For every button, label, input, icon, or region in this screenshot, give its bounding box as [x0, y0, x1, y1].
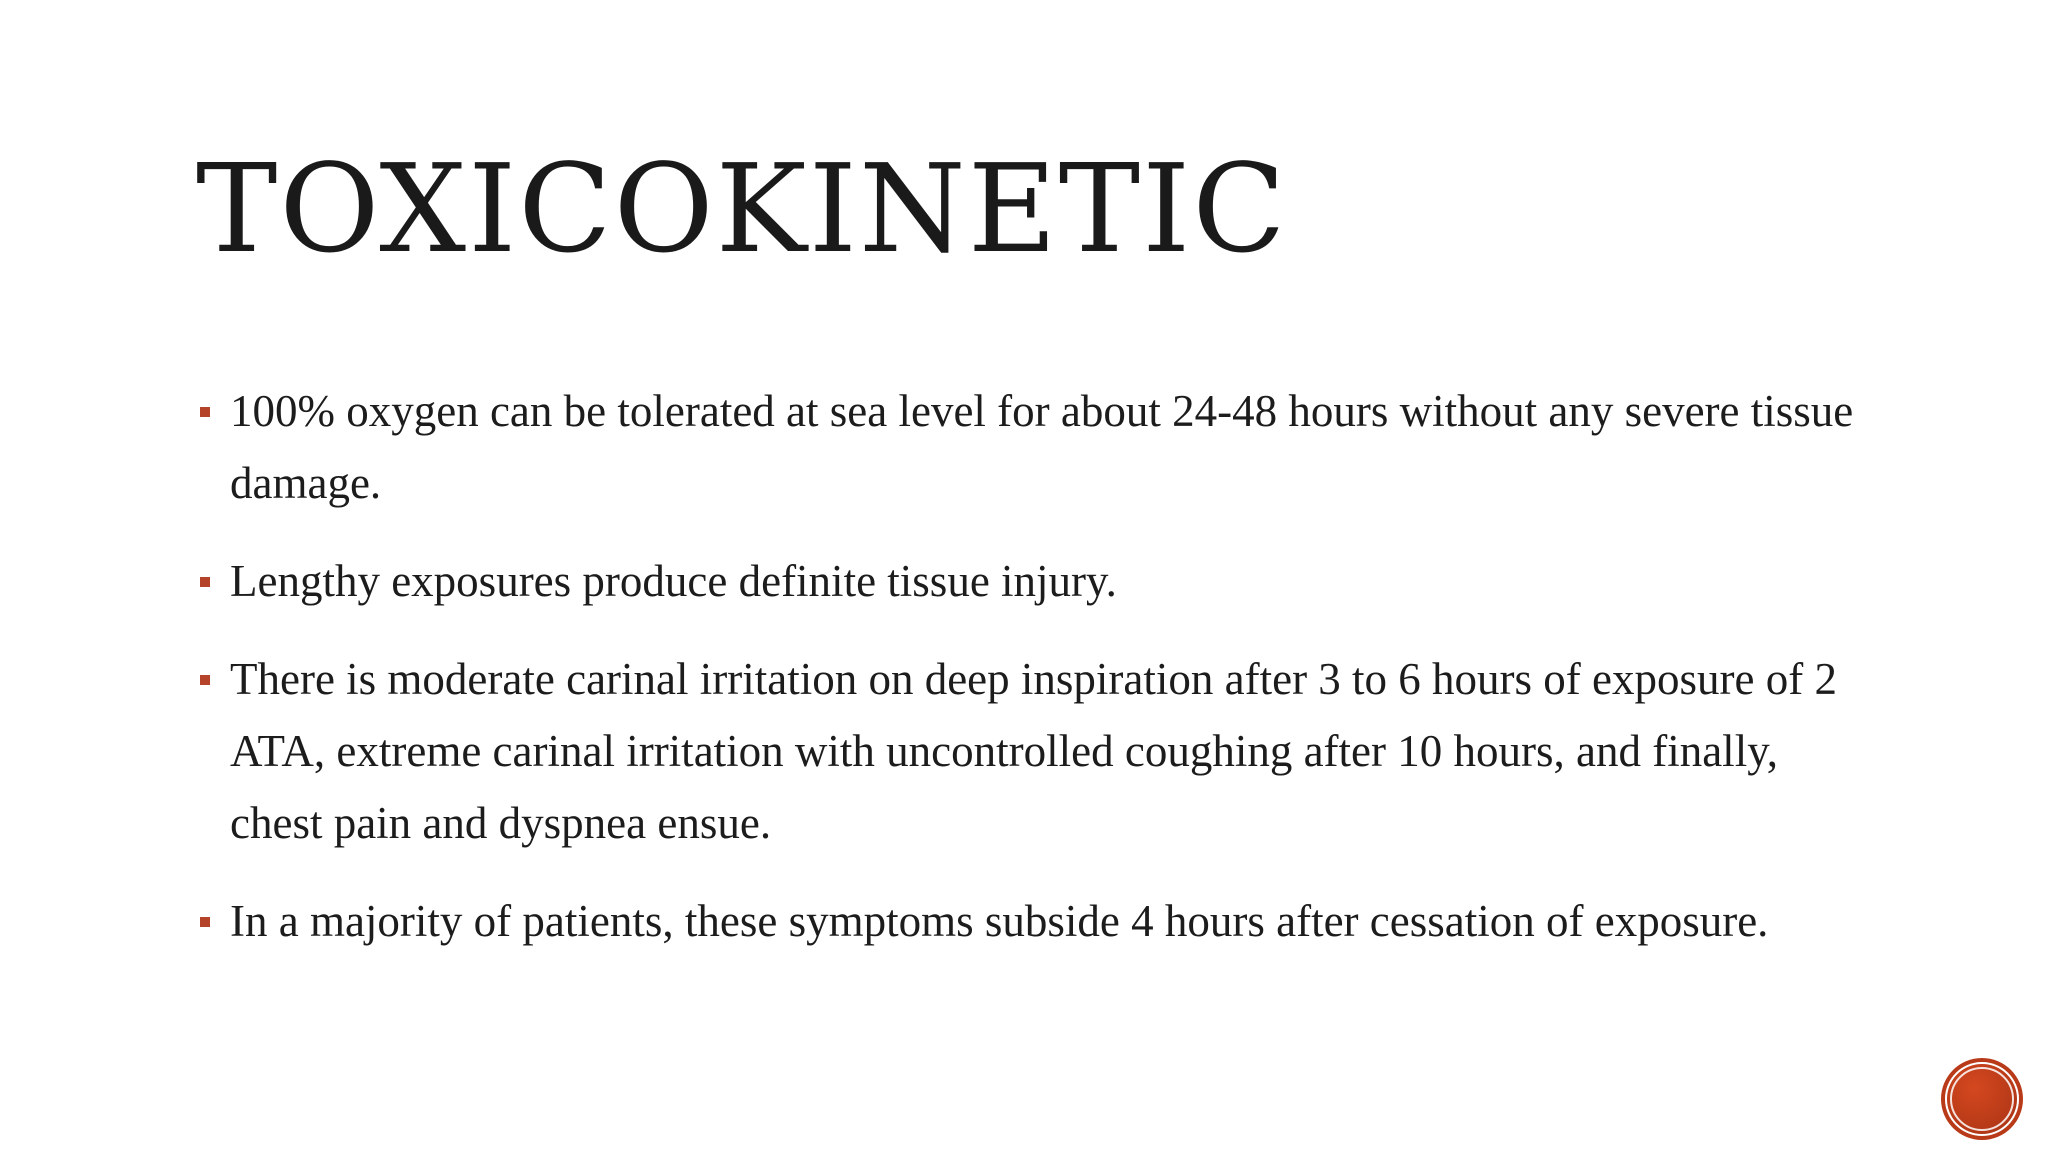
- bullet-item: [196, 545, 1876, 617]
- bullet-list: [196, 375, 1876, 983]
- square-bullet-icon: [200, 917, 210, 927]
- bullet-item: [196, 643, 1876, 859]
- circle-badge-icon: [1945, 1062, 2019, 1136]
- bullet-text: In a majority of patients, these symptoms subside 4 hours after cessation of exposure.: [230, 896, 1769, 946]
- bullet-item: [196, 375, 1876, 519]
- bullet-text: 100% oxygen can be tolerated at sea level for about 24-48 hours without any severe tissue damage.: [230, 386, 1854, 508]
- slide-title: TOXICOKINETIC: [196, 138, 1288, 280]
- bullet-item: [196, 885, 1876, 957]
- bullet-text: Lengthy exposures produce definite tissue injury.: [230, 556, 1117, 606]
- badge-ring: [1950, 1067, 2014, 1131]
- square-bullet-icon: [200, 577, 210, 587]
- bullet-text: There is moderate carinal irritation on deep inspiration after 3 to 6 hours of exposure of 2 ATA, extreme carinal irritation with uncontrolled coughing after 10 hours, and finally, chest pain and dyspnea ensue.: [230, 654, 1837, 848]
- square-bullet-icon: [200, 407, 210, 417]
- square-bullet-icon: [200, 675, 210, 685]
